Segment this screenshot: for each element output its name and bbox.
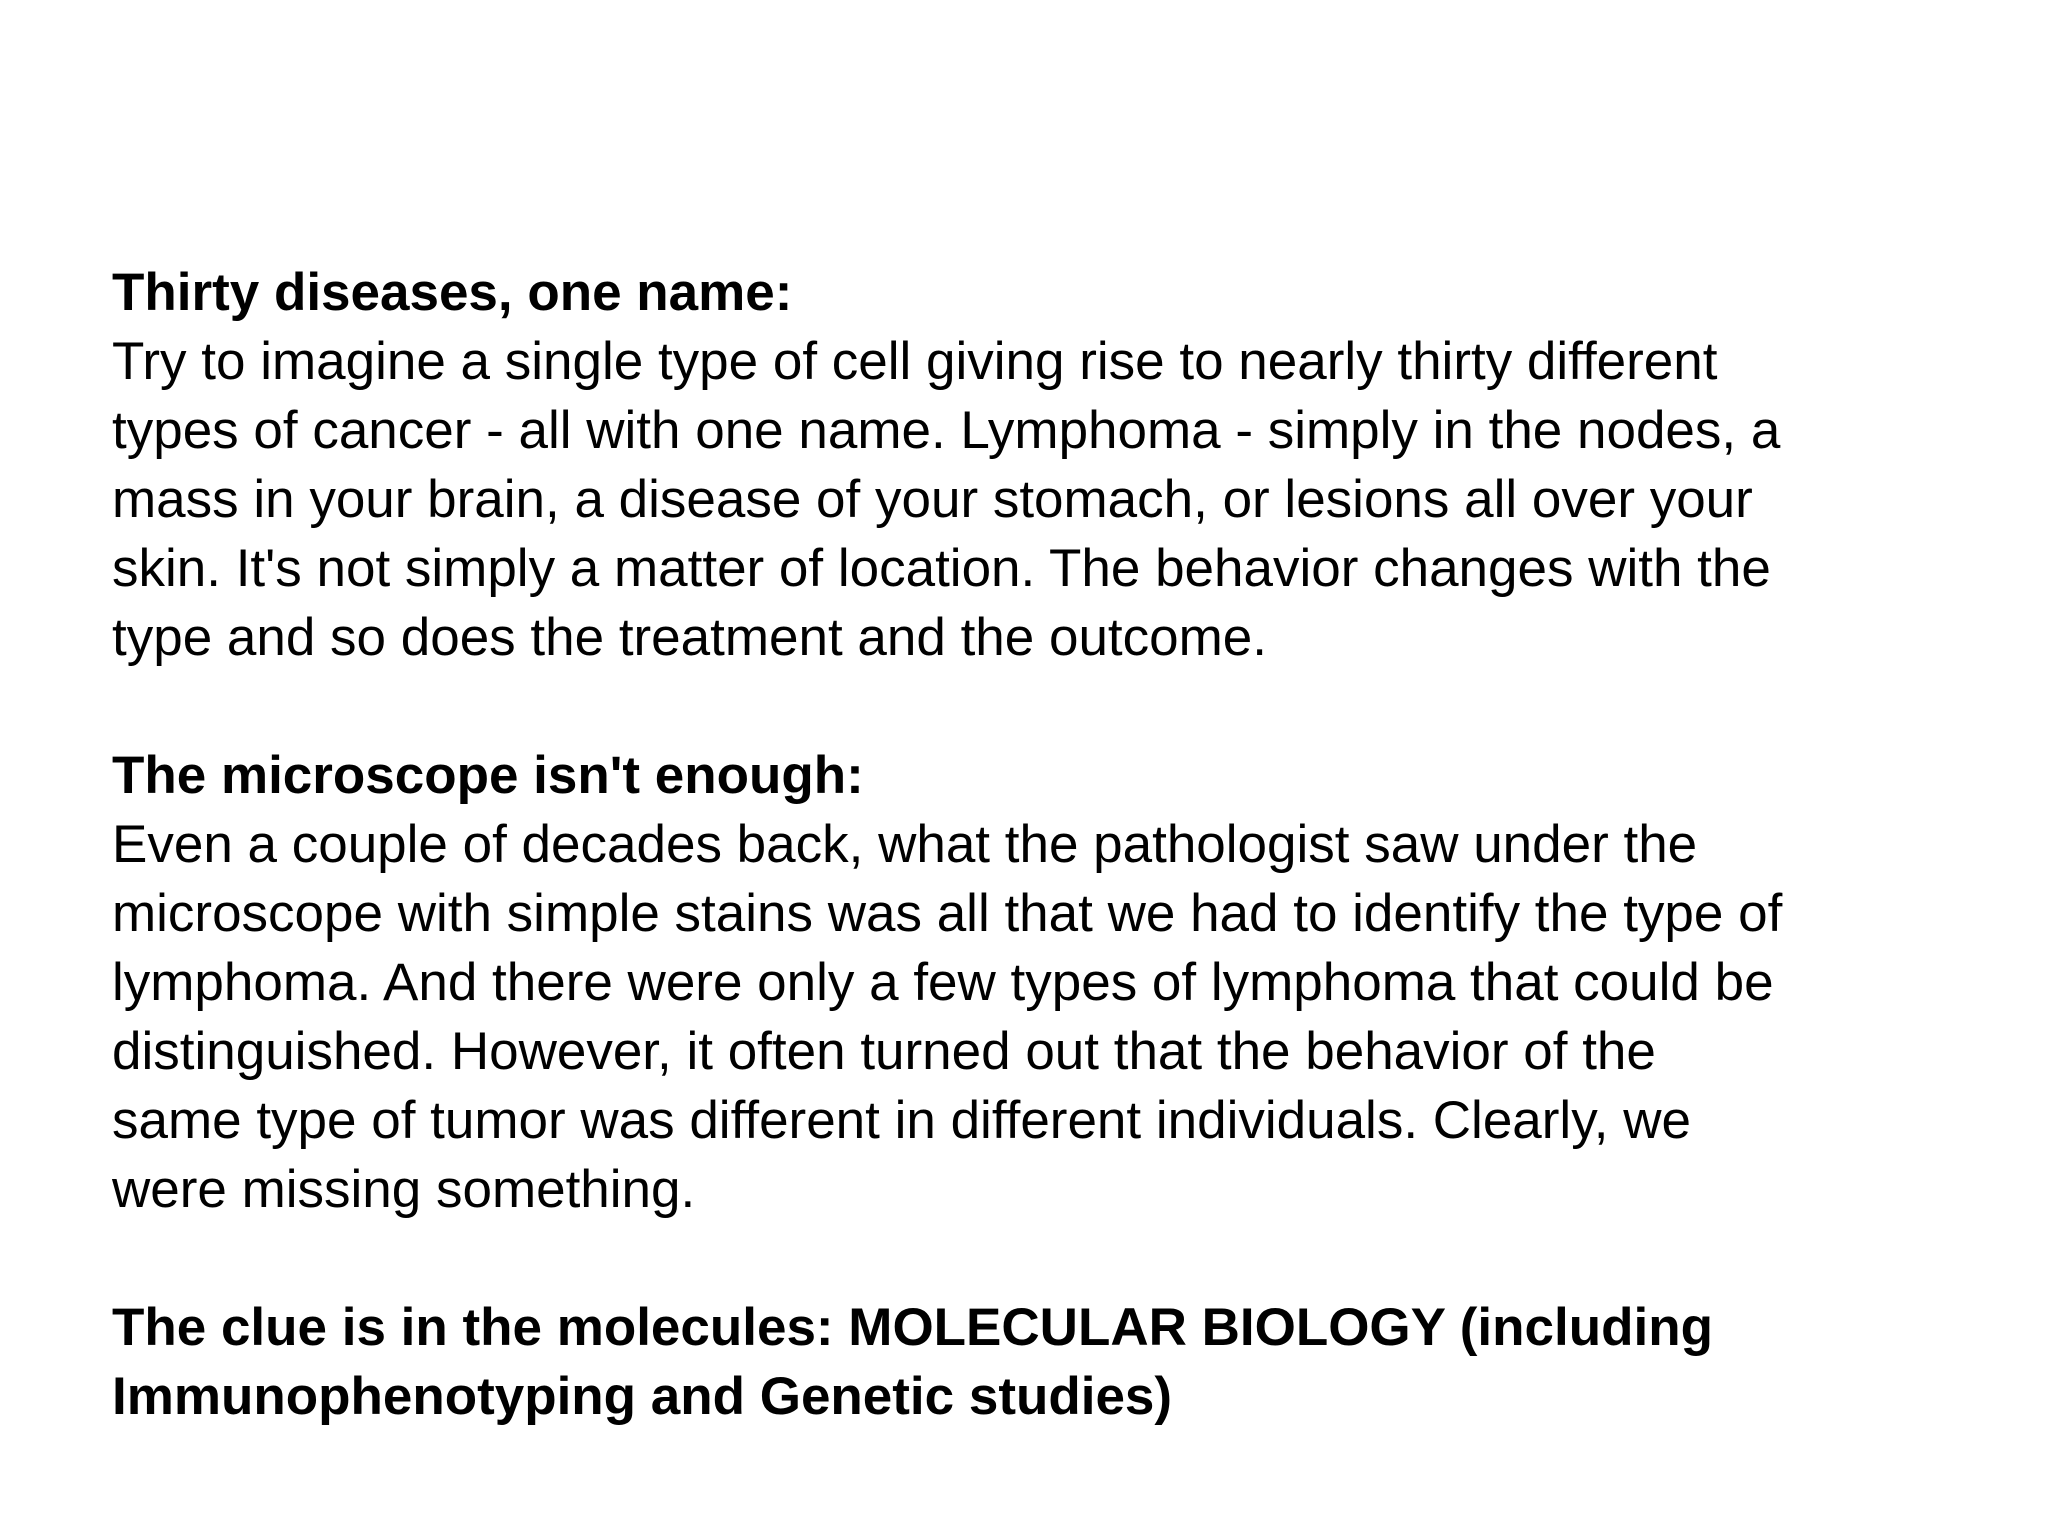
paragraph-line: type and so does the treatment and the outcome. xyxy=(112,608,1267,667)
section-molecules xyxy=(112,1293,1992,1431)
section-paragraph xyxy=(112,810,1992,1224)
paragraph-line: Try to imagine a single type of cell giving rise to nearly thirty different xyxy=(112,332,1718,391)
section-heading xyxy=(112,741,1992,810)
heading-line: The microscope isn't enough: xyxy=(112,746,864,805)
paragraph-line: skin. It's not simply a matter of location. The behavior changes with the xyxy=(112,539,1771,598)
section-thirty-diseases xyxy=(112,258,1992,672)
section-paragraph xyxy=(112,327,1992,672)
section-heading xyxy=(112,258,1992,327)
document-body xyxy=(112,258,1992,1431)
paragraph-line: mass in your brain, a disease of your stomach, or lesions all over your xyxy=(112,470,1753,529)
heading-line: The clue is in the molecules: MOLECULAR BIOLOGY (including xyxy=(112,1298,1713,1357)
paragraph-line: Even a couple of decades back, what the pathologist saw under the xyxy=(112,815,1698,874)
section-heading xyxy=(112,1293,1992,1431)
paragraph-line: microscope with simple stains was all that we had to identify the type of xyxy=(112,884,1783,943)
section-microscope xyxy=(112,741,1992,1224)
heading-line: Thirty diseases, one name: xyxy=(112,263,793,322)
paragraph-line: distinguished. However, it often turned out that the behavior of the xyxy=(112,1022,1656,1081)
paragraph-line: lymphoma. And there were only a few types of lymphoma that could be xyxy=(112,953,1774,1012)
paragraph-line: were missing something. xyxy=(112,1160,696,1219)
heading-line: Immunophenotyping and Genetic studies) xyxy=(112,1367,1173,1426)
paragraph-line: same type of tumor was different in different individuals. Clearly, we xyxy=(112,1091,1691,1150)
paragraph-line: types of cancer - all with one name. Lymphoma - simply in the nodes, a xyxy=(112,401,1781,460)
